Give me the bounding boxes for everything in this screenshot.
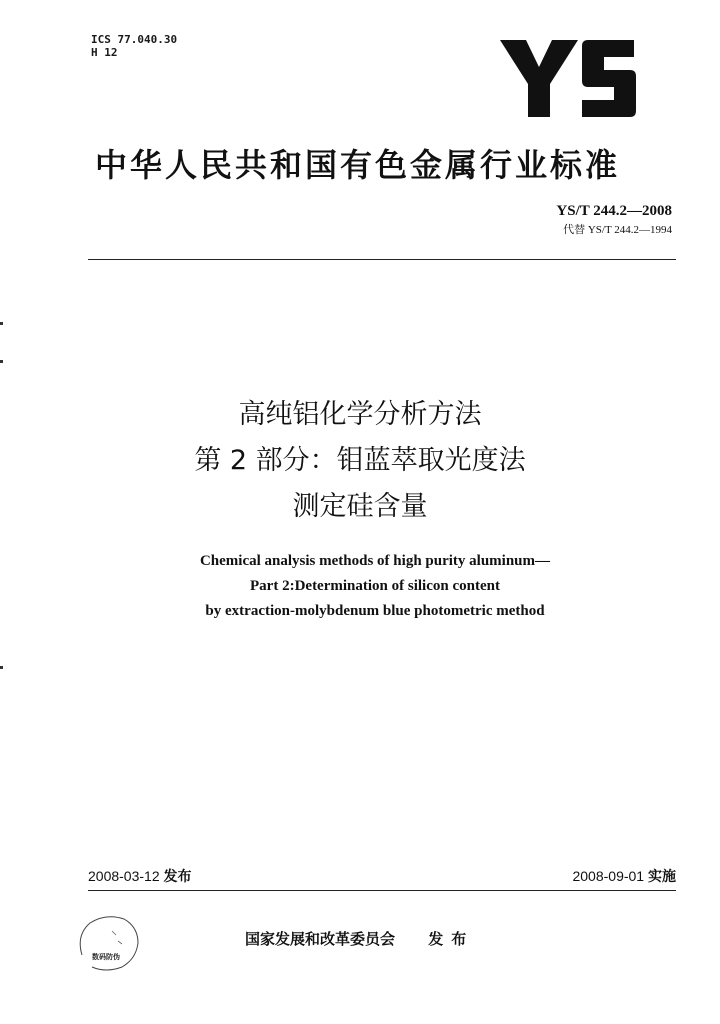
- replaced-standard: 代替 YS/T 244.2—1994: [563, 224, 672, 236]
- header-divider: [88, 259, 676, 260]
- stamp-text: 数码防伪: [92, 953, 120, 961]
- standard-category-title: 中华人民共和国有色金属行业标准: [95, 146, 621, 184]
- footer-divider: [88, 890, 676, 891]
- english-title-line-1: Chemical analysis methods of high purity aluminum—: [199, 553, 551, 569]
- chinese-title-line-2: 第 2 部分：钼蓝萃取光度法: [194, 445, 526, 476]
- standard-number: YS/T 244.2—2008: [556, 203, 672, 219]
- classification-codes: [91, 33, 177, 59]
- issue-date-value: 2008-03-12: [88, 868, 160, 884]
- ys-logo: [500, 40, 640, 118]
- issue-date-label: 发布: [163, 868, 192, 884]
- ics-code: ICS 77.040.30: [91, 33, 178, 46]
- anti-counterfeit-stamp-icon: [72, 911, 144, 977]
- implementation-date-value: 2008-09-01: [572, 868, 645, 884]
- english-title: [0, 549, 720, 624]
- issuer-name: 国家发展和改革委员会: [245, 930, 396, 948]
- chinese-title-line-1: 高纯铝化学分析方法: [238, 399, 482, 430]
- issuing-authority: [245, 928, 474, 949]
- implementation-date: [572, 866, 676, 886]
- implementation-date-label: 实施: [648, 868, 676, 884]
- chinese-title-line-3: 测定硅含量: [292, 491, 428, 522]
- english-title-line-3: by extraction-molybdenum blue photometric method: [205, 603, 545, 619]
- ys-logo-letter-y: [500, 40, 578, 117]
- chinese-title: [0, 392, 720, 530]
- scan-edge-mark: [0, 360, 3, 363]
- issue-date: [88, 866, 192, 886]
- standard-number-block: [556, 203, 672, 237]
- ys-logo-letter-s: [582, 40, 636, 117]
- english-title-line-2: Part 2:Determination of silicon content: [250, 578, 500, 594]
- scan-edge-mark: [0, 322, 3, 325]
- scan-edge-mark: [0, 666, 3, 669]
- issuer-action: 发布: [428, 930, 475, 948]
- ccs-code: H 12: [91, 46, 118, 59]
